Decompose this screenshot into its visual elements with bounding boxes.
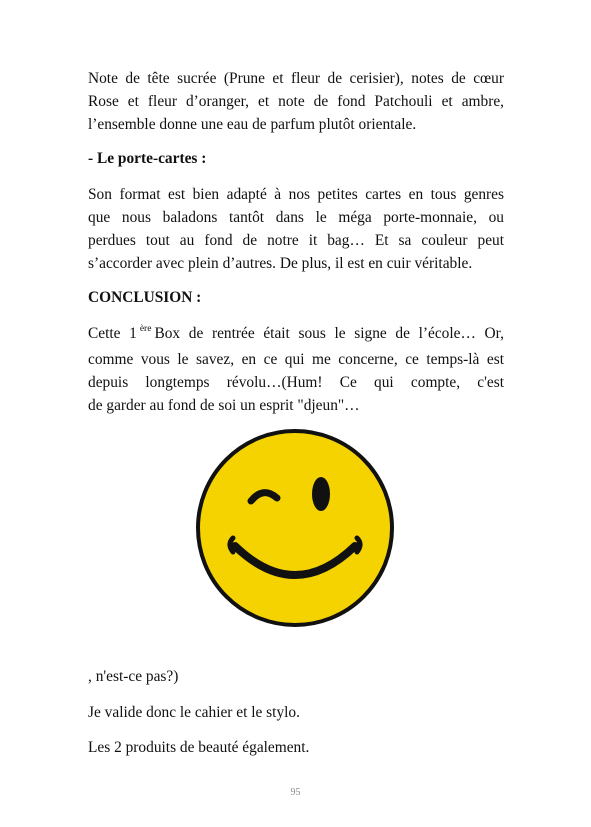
text-after-image: , n'est-ce pas?) — [88, 668, 179, 685]
paragraph-porte-cartes — [88, 183, 504, 275]
right-dimple — [357, 538, 360, 552]
heading-porte-cartes: - Le porte-cartes : — [88, 150, 207, 167]
text-beauty: Les 2 produits de beauté également. — [88, 739, 310, 756]
page-number: 95 — [290, 787, 301, 798]
text-line: l’ensemble donne une eau de parfum plutôt orientale. — [88, 116, 417, 133]
winking-smiley-icon — [193, 426, 397, 630]
text-line: Note de tête sucrée (Prune et fleur de cerisier), notes de cœur — [88, 70, 504, 87]
left-dimple — [230, 538, 233, 552]
paragraph-conclusion — [88, 322, 504, 417]
superscript-ere: ère — [139, 324, 152, 334]
text-line: perdues tout au fond de notre it bag… Et sa couleur peut — [88, 232, 504, 249]
text-line-first — [88, 322, 504, 348]
smiley-svg — [193, 426, 397, 630]
text-line: s’accorder avec plein d’autres. De plus, il est en cuir véritable. — [88, 255, 473, 272]
text-line: de garder au fond de soi un esprit "djeun"… — [88, 397, 360, 414]
smiley-face — [198, 431, 392, 625]
open-eye — [312, 477, 330, 511]
paragraph-perfume-notes — [88, 67, 504, 136]
text-fragment: Box de rentrée était sous le signe de l’école… Or, — [154, 325, 504, 342]
text-line: Rose et fleur d’oranger, et note de fond Patchouli et ambre, — [88, 93, 504, 110]
text-line: depuis longtemps révolu…(Hum! Ce qui compte, c'est — [88, 374, 504, 391]
text-line: comme vous le savez, en ce qui me concerne, ce temps-là est — [88, 351, 504, 368]
text-line: que nous baladons tantôt dans le méga porte-monnaie, ou — [88, 209, 504, 226]
text-validate: Je valide donc le cahier et le stylo. — [88, 704, 300, 721]
text-line: Son format est bien adapté à nos petites cartes en tous genres — [88, 186, 504, 203]
heading-conclusion: CONCLUSION : — [88, 289, 202, 306]
text-fragment: Cette 1 — [88, 325, 137, 342]
